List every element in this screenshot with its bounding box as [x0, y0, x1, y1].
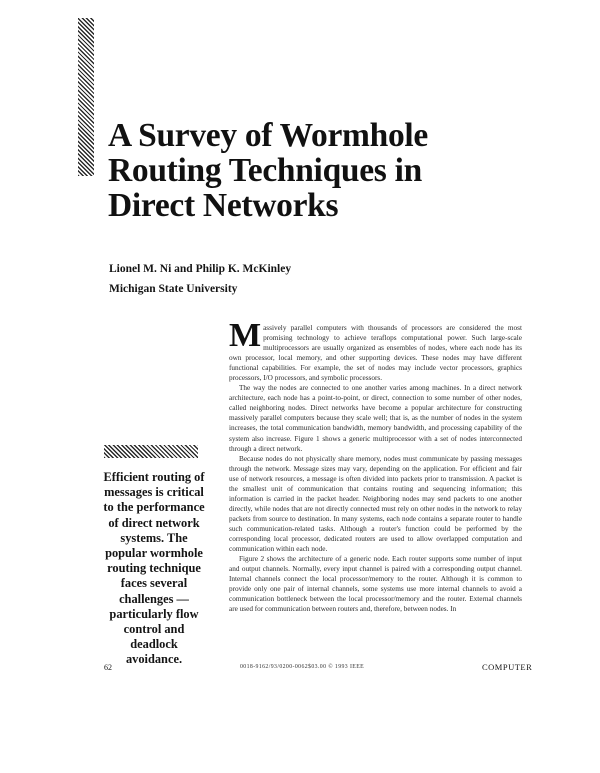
body-paragraph: Figure 2 shows the architecture of a generic node. Each router supports some number of input and output channels. Normally, every input channel is paired with a corresponding output channel. Internal channels connect the local processor/memory to the router. Although it is common to provide only one pair of internal channels, some systems use more internal channels to avoid a communication bottleneck between the local processor/memory and the router. External channels are used for communication between routers and, therefore, between nodes. In [229, 555, 522, 614]
body-paragraph: The way the nodes are connected to one another varies among machines. In a direct network architecture, each node has a point-to-point, or direct, connection to some number of other nodes, called neighboring nodes. Direct networks have become a popular architecture for constructing massively parallel computers because they scale well; that is, as the number of nodes in the system increases, the total communication bandwidth, memory bandwidth, and processing capability of the system also increase. Figure 1 shows a generic multiprocessor with a set of nodes interconnected through a direct network. [229, 384, 522, 453]
pullquote: Efficient routing of messages is critical to the performance of direct network systems. The popular wormhole routing technique faces several challenges — particularly flow control and deadlock avoidance. [103, 470, 205, 667]
pullquote-hatch-ornament [104, 445, 198, 458]
body-paragraph [229, 323, 522, 383]
author-names: Lionel M. Ni and Philip K. McKinley [109, 263, 292, 275]
article-title [108, 118, 448, 223]
title-line: Routing Techniques in [108, 152, 422, 189]
drop-cap: M [229, 323, 262, 354]
decorative-hatch-bar [78, 18, 94, 176]
title-line: A Survey of Wormhole [108, 117, 429, 154]
body-paragraph: Because nodes do not physically share memory, nodes must communicate by passing messages through the network. Message sizes may vary, depending on the application. For efficient and fair use of network resources, a message is often divided into packets prior to transmission. A packet is the smallest unit of communication that contains routing and sequencing information; this information is carried in the packet header. Neighboring nodes may send packets to one another directly, while nodes that are not directly connected must rely on other nodes in the network to relay packets from source to destination. In many systems, each node contains a separate router to handle such communication-related tasks. Although a router's function could be performed by the corresponding local processor, dedicated routers are used to allow overlapped computation and communication within each node. [229, 454, 522, 554]
author-affiliation: Michigan State University [109, 283, 238, 295]
issn-line: 0018-9162/93/0200-0062$03.00 © 1993 IEEE [240, 664, 365, 670]
journal-name: COMPUTER [482, 662, 533, 672]
page-number: 62 [104, 663, 112, 672]
body-text [229, 323, 522, 646]
title-line: Direct Networks [108, 187, 339, 224]
body-paragraph-text: assively parallel computers with thousands of processors are considered the most promising technology to achieve teraflops computational power. Such large-scale multiprocessors are usually organized as ensembles of nodes, where each node has its own processor, local memory, and other supporting devices. These nodes may have different functional capabilities. For example, the set of nodes may include vector processors, graphics processors, I/O processors, and symbolic processors. [229, 324, 522, 383]
